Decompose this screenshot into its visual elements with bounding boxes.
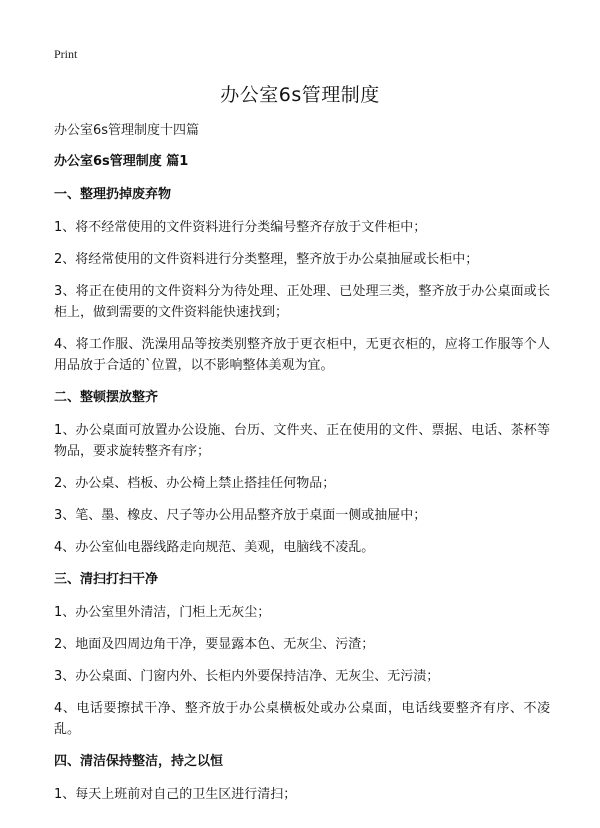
- section-heading-2: 二、整顿摆放整齐: [54, 390, 159, 405]
- section-2-item-1: 1、办公桌面可放置办公设施、台历、文件夹、正在使用的文件、票据、电话、茶杯等物品，要求旋转整齐有序；: [54, 423, 550, 459]
- section-3-item-2: 2、地面及四周边角干净，要显露本色、无灰尘、污渣；: [54, 637, 375, 652]
- section-1-item-4: 4、将工作服、洗澡用品等按类别整齐放于更衣柜中，无更衣柜的，应将工作服等个人用品放于合适的`位置，以不影响整体美观为宜。: [54, 337, 550, 373]
- document-title: 办公室6s管理制度: [220, 84, 380, 106]
- document-body: [54, 120, 550, 816]
- section-2-item-2: 2、办公桌、档板、办公椅上禁止搭挂任何物品；: [54, 476, 336, 491]
- section-heading-4: 四、清洁保持整洁，持之以恒: [54, 754, 224, 769]
- section-heading-3: 三、清扫打扫干净: [54, 572, 159, 587]
- document-subtitle: 办公室6s管理制度十四篇: [54, 123, 200, 138]
- part-title: 办公室6s管理制度 篇1: [54, 154, 189, 169]
- section-heading-1: 一、整理扔掉废弃物: [54, 187, 172, 202]
- section-4-item-1: 1、每天上班前对自己的卫生区进行清扫；: [54, 787, 297, 802]
- section-2-item-3: 3、笔、墨、橡皮、尺子等办公用品整齐放于桌面一侧或抽屉中；: [54, 508, 427, 523]
- section-1-item-1: 1、将不经常使用的文件资料进行分类编号整齐存放于文件柜中；: [54, 220, 427, 235]
- print-label: Print: [54, 47, 78, 61]
- section-1-item-2: 2、将经常使用的文件资料进行分类整理，整齐放于办公桌抽屉或长柜中；: [54, 252, 479, 267]
- section-1-item-3: 3、将正在使用的文件资料分为待处理、正处理、已处理三类，整齐放于办公桌面或长柜上，做到需要的文件资料能快速找到；: [54, 284, 550, 320]
- section-3-item-4: 4、电话要擦拭干净、整齐放于办公桌横板处或办公桌面，电话线要整齐有序、不凌乱。: [54, 701, 550, 737]
- section-3-item-1: 1、办公室里外清洁，门柜上无灰尘；: [54, 605, 271, 620]
- section-2-item-4: 4、办公室仙电器线路走向规范、美观，电脑线不凌乱。: [54, 540, 375, 555]
- section-3-item-3: 3、办公桌面、门窗内外、长柜内外要保持洁净、无灰尘、无污渍；: [54, 669, 440, 684]
